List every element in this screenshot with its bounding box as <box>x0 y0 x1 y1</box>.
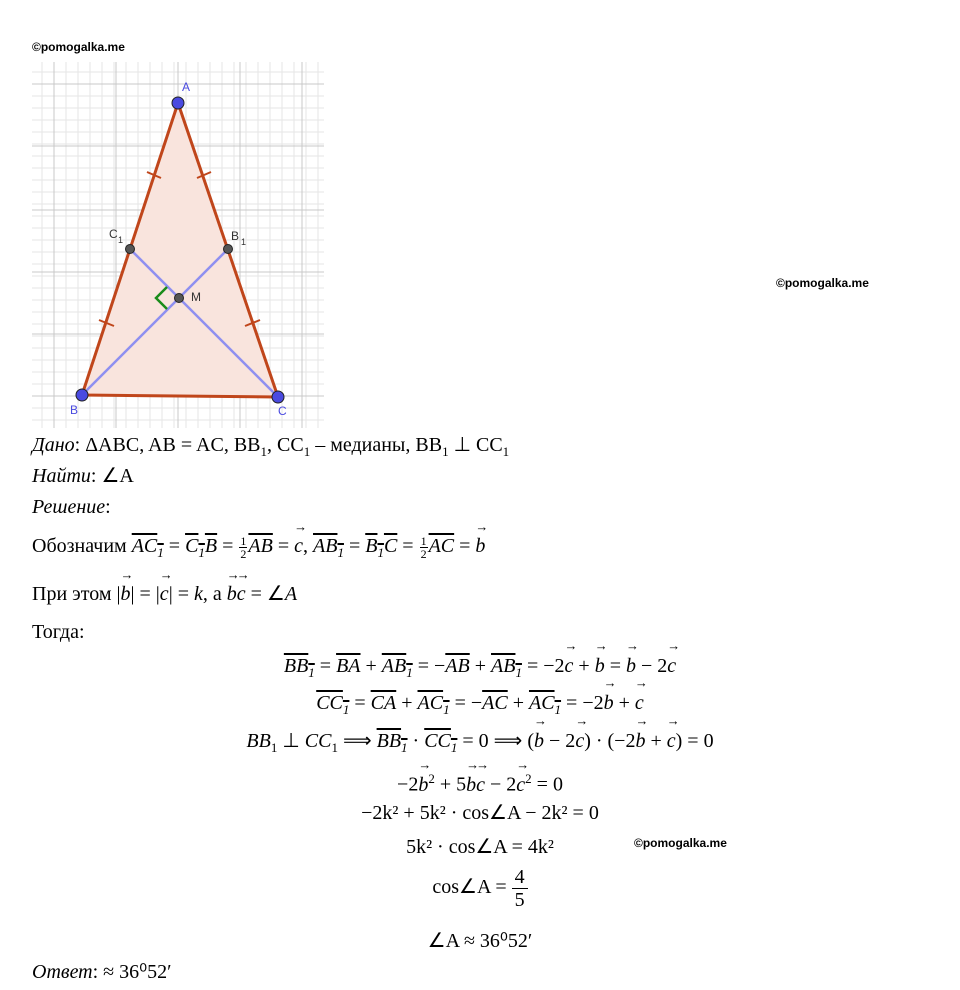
equation-expanded: $-2\to b^2 + 5\to b\to c - 2\to c^2 = 0$ <box>0 766 960 798</box>
point-m <box>175 294 184 303</box>
equation-2: $CC_1 = \overline{CA} + AC_1 = -\overline{AC} + AC_1 = -2\to b$ + → c <box>0 690 960 723</box>
point-c <box>272 391 284 403</box>
given-line: Дано: ΔABC, AB = AC, $BB_1$, $CC_1$ – медианы, $BB_1$ ⊥ $CC_1$ <box>32 434 510 459</box>
equation-6: cos∠A = $\frac{4}{5}$ <box>0 866 960 911</box>
label-b1: B <box>231 229 240 243</box>
find-line <box>32 464 134 488</box>
point-a <box>172 97 184 109</box>
triangle-figure <box>32 62 324 428</box>
meanwhile-line: При этом |→ b| = |→ c| = k, а → b→ c = ∠A <box>32 582 297 606</box>
then-label: Тогда: <box>32 621 85 643</box>
label-b1-sub: 1 <box>241 237 247 247</box>
label-a: A <box>182 80 191 94</box>
find-text: : ∠A <box>90 465 134 487</box>
label-b: B <box>70 403 79 417</box>
point-c1 <box>126 245 135 254</box>
label-m: M <box>191 290 201 304</box>
find-label: Найти <box>32 465 91 487</box>
triangle-fill <box>82 103 278 397</box>
solution-line: Решение: <box>32 496 111 518</box>
given-text-a: : ΔABC, AB = AC, BB <box>74 434 261 456</box>
given-label: Дано <box>32 434 75 456</box>
equation-3: $BB_1$ ⊥ $CC_1$ ⟹ $BB_1 \cdot CC_1 = 0$ ⟹ (→ b − 2→ c) · (−2→ b + → c) = 0 <box>0 728 960 761</box>
watermark-middle: ©pomogalka.me <box>776 276 869 290</box>
equation-5: 5k² · cos∠A = 4k² <box>406 836 554 858</box>
equation-1: $BB_1 = \overline{BA} + AB_1 = -\overline{AB} + AB_1 = -2\to c$ + → b = → b − 2→ c <box>0 653 960 686</box>
equation-4: −2k² + 5k² · cos∠A − 2k² = 0 <box>361 802 599 824</box>
notation-line: Обозначим $AC_1 = C_1B$ = $\frac{1}{2}$ $\overline{AB}$ = → c, $AB_1 = B_1C$ = $\frac{1}{2}$ $\overline{AC}$ = → b <box>32 534 485 565</box>
watermark-bottom: ©pomogalka.me <box>634 836 727 850</box>
fraction-4-5: $\frac{4}{5}$ <box>512 866 528 911</box>
answer-line <box>32 960 172 984</box>
point-b1 <box>224 245 233 254</box>
solution-label: Решение <box>32 496 106 518</box>
point-b <box>76 389 88 401</box>
then-line <box>32 620 85 644</box>
label-c1-sub: 1 <box>118 235 124 245</box>
answer-label: Ответ <box>32 961 93 983</box>
fraction-half-2: $\frac{1}{2}$ <box>420 533 427 561</box>
label-c1: C <box>109 227 118 241</box>
meanwhile-prefix: При этом <box>32 583 112 605</box>
equation-7: ∠A ≈ 36⁰52′ <box>427 930 533 952</box>
notation-prefix: Обозначим <box>32 535 127 557</box>
watermark-top: ©pomogalka.me <box>32 40 125 54</box>
answer-text: : ≈ 36⁰52′ <box>92 961 172 983</box>
label-c: C <box>278 404 287 418</box>
fraction-half: $\frac{1}{2}$ <box>240 533 247 561</box>
